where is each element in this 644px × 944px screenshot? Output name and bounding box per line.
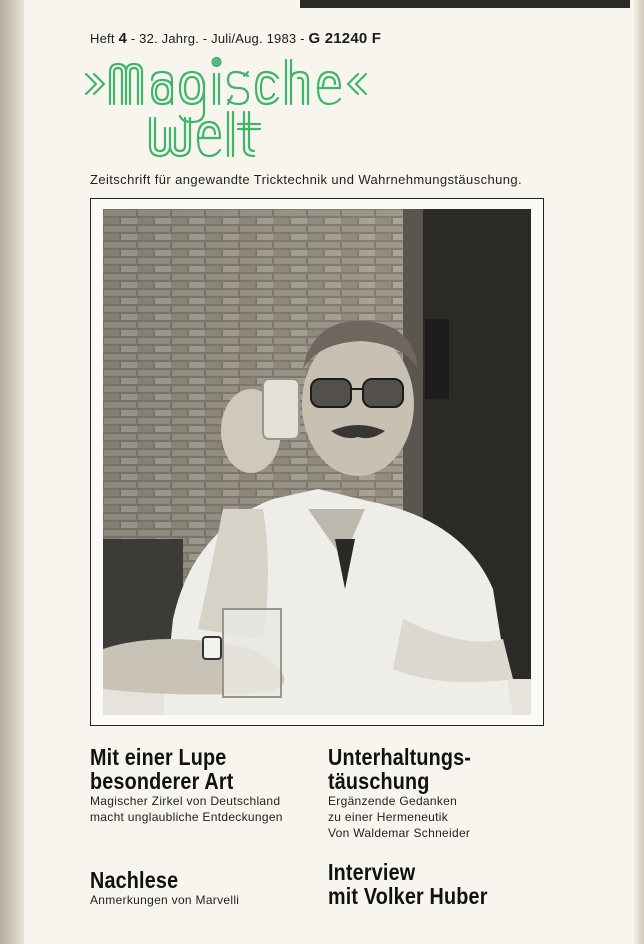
article-4-title-line1: Interview	[328, 859, 416, 885]
article-2-sub-line1: Ergänzende Gedanken	[328, 794, 458, 808]
logo-graphic	[82, 52, 402, 174]
article-3-sub-line1: Anmerkungen von Marvelli	[90, 893, 240, 907]
article-4	[328, 860, 514, 908]
issue-number: 4	[118, 30, 128, 47]
article-2-sub-line3: Von Waldemar Schneider	[328, 826, 471, 840]
article-4-title-line2: mit Volker Huber	[328, 883, 488, 909]
article-1-sub-line1: Magischer Zirkel von Deutschland	[90, 794, 281, 808]
article-1-sub-line2: macht unglaubliche Entdeckungen	[90, 810, 283, 824]
issue-code: G 21240 F	[308, 30, 382, 47]
issue-prefix: Heft	[90, 31, 115, 46]
article-3	[90, 868, 239, 908]
article-1-title-line2: besonderer Art	[90, 768, 234, 794]
photo-illustration	[103, 209, 531, 715]
article-1-title-line1: Mit einer Lupe	[90, 744, 227, 770]
issue-line	[90, 30, 381, 47]
binding-spine	[0, 0, 24, 944]
page-right-edge	[634, 0, 644, 944]
top-edge-shadow	[300, 0, 630, 8]
magazine-subtitle: Zeitschrift für angewandte Tricktechnik und Wahrnehmungstäuschung.	[90, 172, 523, 187]
article-1	[90, 745, 283, 825]
article-2	[328, 745, 494, 841]
cover-photo-frame	[90, 198, 544, 726]
cover-photo	[103, 209, 531, 715]
article-3-title-line1: Nachlese	[90, 867, 179, 893]
article-2-title-line1: Unterhaltungs-	[328, 744, 472, 770]
article-2-title-line2: täuschung	[328, 768, 430, 794]
article-2-sub-line2: zu einer Hermeneutik	[328, 810, 449, 824]
magazine-logo	[82, 52, 402, 174]
issue-details: - 32. Jahrg. - Juli/Aug. 1983 -	[130, 31, 305, 46]
